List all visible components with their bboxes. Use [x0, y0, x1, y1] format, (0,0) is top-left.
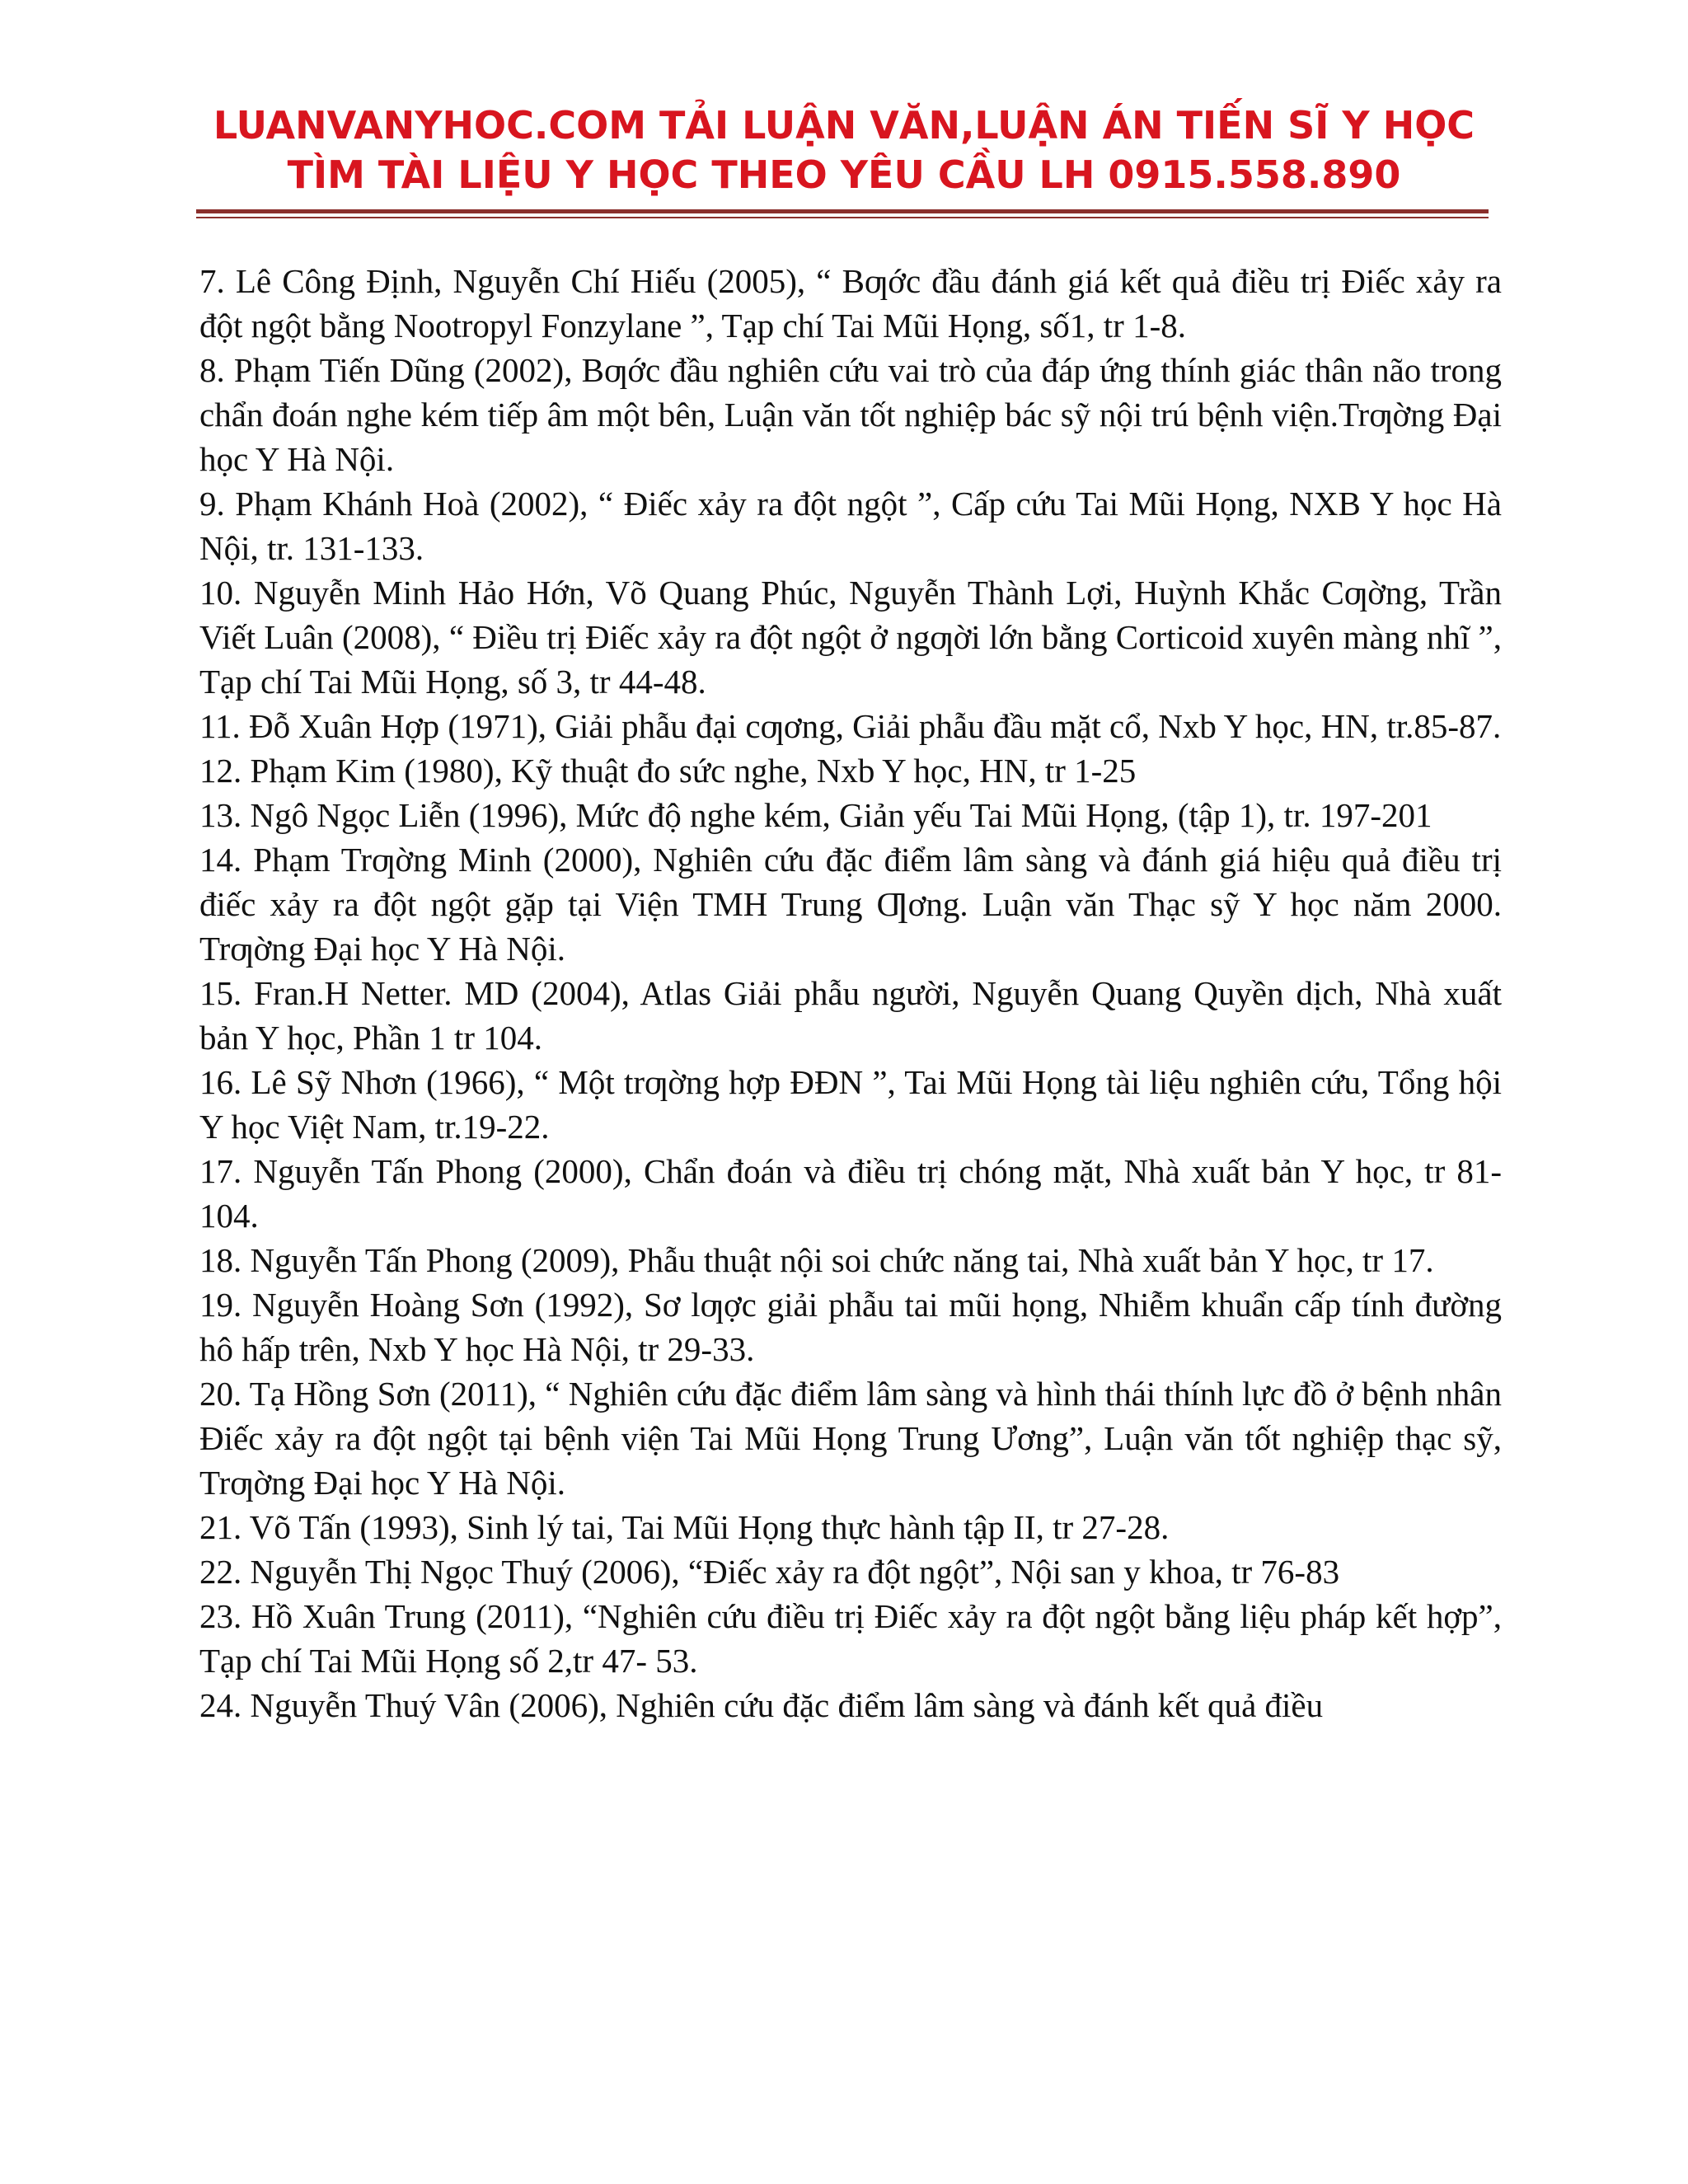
header-title-line-2: TÌM TÀI LIỆU Y HỌC THEO YÊU CẦU LH 0915.558.890: [287, 152, 1401, 197]
page-header: [0, 101, 1688, 199]
reference-item: 16. Lê Sỹ Nhơn (1966), “ Một trƣờng hợp ĐĐN ”, Tai Mũi Họng tài liệu nghiên cứu, Tổng hội Y học Việt Nam, tr.19-22.: [199, 1063, 1502, 1146]
reference-item: 9. Phạm Khánh Hoà (2002), “ Điếc xảy ra đột ngột ”, Cấp cứu Tai Mũi Họng, NXB Y học Hà Nội, tr. 131-133.: [199, 485, 1502, 567]
reference-item: 19. Nguyễn Hoàng Sơn (1992), Sơ lƣợc giải phẫu tai mũi họng, Nhiễm khuẩn cấp tính đường hô hấp trên, Nxb Y học Hà Nội, tr 29-33.: [199, 1286, 1502, 1368]
header-divider-thin: [196, 217, 1489, 218]
reference-item: 13. Ngô Ngọc Liễn (1996), Mức độ nghe kém, Giản yếu Tai Mũi Họng, (tập 1), tr. 197-201: [199, 796, 1432, 834]
reference-item: 12. Phạm Kim (1980), Kỹ thuật đo sức nghe, Nxb Y học, HN, tr 1-25: [199, 752, 1137, 790]
reference-item: 14. Phạm Trƣờng Minh (2000), Nghiên cứu đặc điểm lâm sàng và đánh giá hiệu quả điều trị điếc xảy ra đột ngột gặp tại Viện TMH Trung Ƣơng. Luận văn Thạc sỹ Y học năm 2000. Trƣờng Đại học Y Hà Nội.: [199, 841, 1502, 968]
reference-item: 18. Nguyễn Tấn Phong (2009), Phẫu thuật nội soi chức năng tai, Nhà xuất bản Y học, tr 17.: [199, 1241, 1434, 1279]
reference-item: 17. Nguyễn Tấn Phong (2000), Chẩn đoán và điều trị chóng mặt, Nhà xuất bản Y học, tr 81- 104.: [199, 1152, 1502, 1235]
header-divider-thick: [196, 209, 1489, 213]
reference-item: 7. Lê Công Định, Nguyễn Chí Hiếu (2005), “ Bƣớc đầu đánh giá kết quả điều trị Điếc xảy ra đột ngột bằng Nootropyl Fonzylane ”, Tạp chí Tai Mũi Họng, số1, tr 1-8.: [199, 262, 1502, 344]
reference-item: 21. Võ Tấn (1993), Sinh lý tai, Tai Mũi Họng thực hành tập II, tr 27-28.: [199, 1508, 1170, 1546]
reference-item: 20. Tạ Hồng Sơn (2011), “ Nghiên cứu đặc điểm lâm sàng và hình thái thính lực đồ ở bệnh nhân Điếc xảy ra đột ngột tại bệnh viện Tai Mũi Họng Trung Ương”, Luận văn tốt nghiệp thạc sỹ, Trƣờng Đại học Y Hà Nội.: [199, 1375, 1502, 1502]
reference-item: 23. Hồ Xuân Trung (2011), “Nghiên cứu điều trị Điếc xảy ra đột ngột bằng liệu pháp kết hợp”, Tạp chí Tai Mũi Họng số 2,tr 47- 53.: [199, 1597, 1502, 1680]
reference-item: 24. Nguyễn Thuý Vân (2006), Nghiên cứu đặc điểm lâm sàng và đánh kết quả điều: [199, 1686, 1324, 1724]
header-title-line-1: LUANVANYHOC.COM TẢI LUẬN VĂN,LUẬN ÁN TIẾN SĨ Y HỌC: [213, 103, 1475, 148]
reference-item: 8. Phạm Tiến Dũng (2002), Bƣớc đầu nghiên cứu vai trò của đáp ứng thính giác thân não trong chẩn đoán nghe kém tiếp âm một bên, Luận văn tốt nghiệp bác sỹ nội trú bệnh viện.Trƣờng Đại học Y Hà Nội.: [199, 351, 1502, 478]
reference-item: 11. Đỗ Xuân Hợp (1971), Giải phẫu đại cƣơng, Giải phẫu đầu mặt cổ, Nxb Y học, HN, tr.85-87.: [199, 707, 1502, 745]
reference-item: 10. Nguyễn Minh Hảo Hớn, Võ Quang Phúc, Nguyễn Thành Lợi, Huỳnh Khắc Cƣờng, Trần Viết Luân (2008), “ Điều trị Điếc xảy ra đột ngột ở ngƣời lớn bằng Corticoid xuyên màng nhĩ ”, Tạp chí Tai Mũi Họng, số 3, tr 44-48.: [199, 574, 1502, 701]
reference-item: 22. Nguyễn Thị Ngọc Thuý (2006), “Điếc xảy ra đột ngột”, Nội san y khoa, tr 76-83: [199, 1553, 1340, 1591]
reference-list: [199, 259, 1502, 1727]
reference-item: 15. Fran.H Netter. MD (2004), Atlas Giải phẫu người, Nguyễn Quang Quyền dịch, Nhà xuất bản Y học, Phần 1 tr 104.: [199, 974, 1502, 1057]
